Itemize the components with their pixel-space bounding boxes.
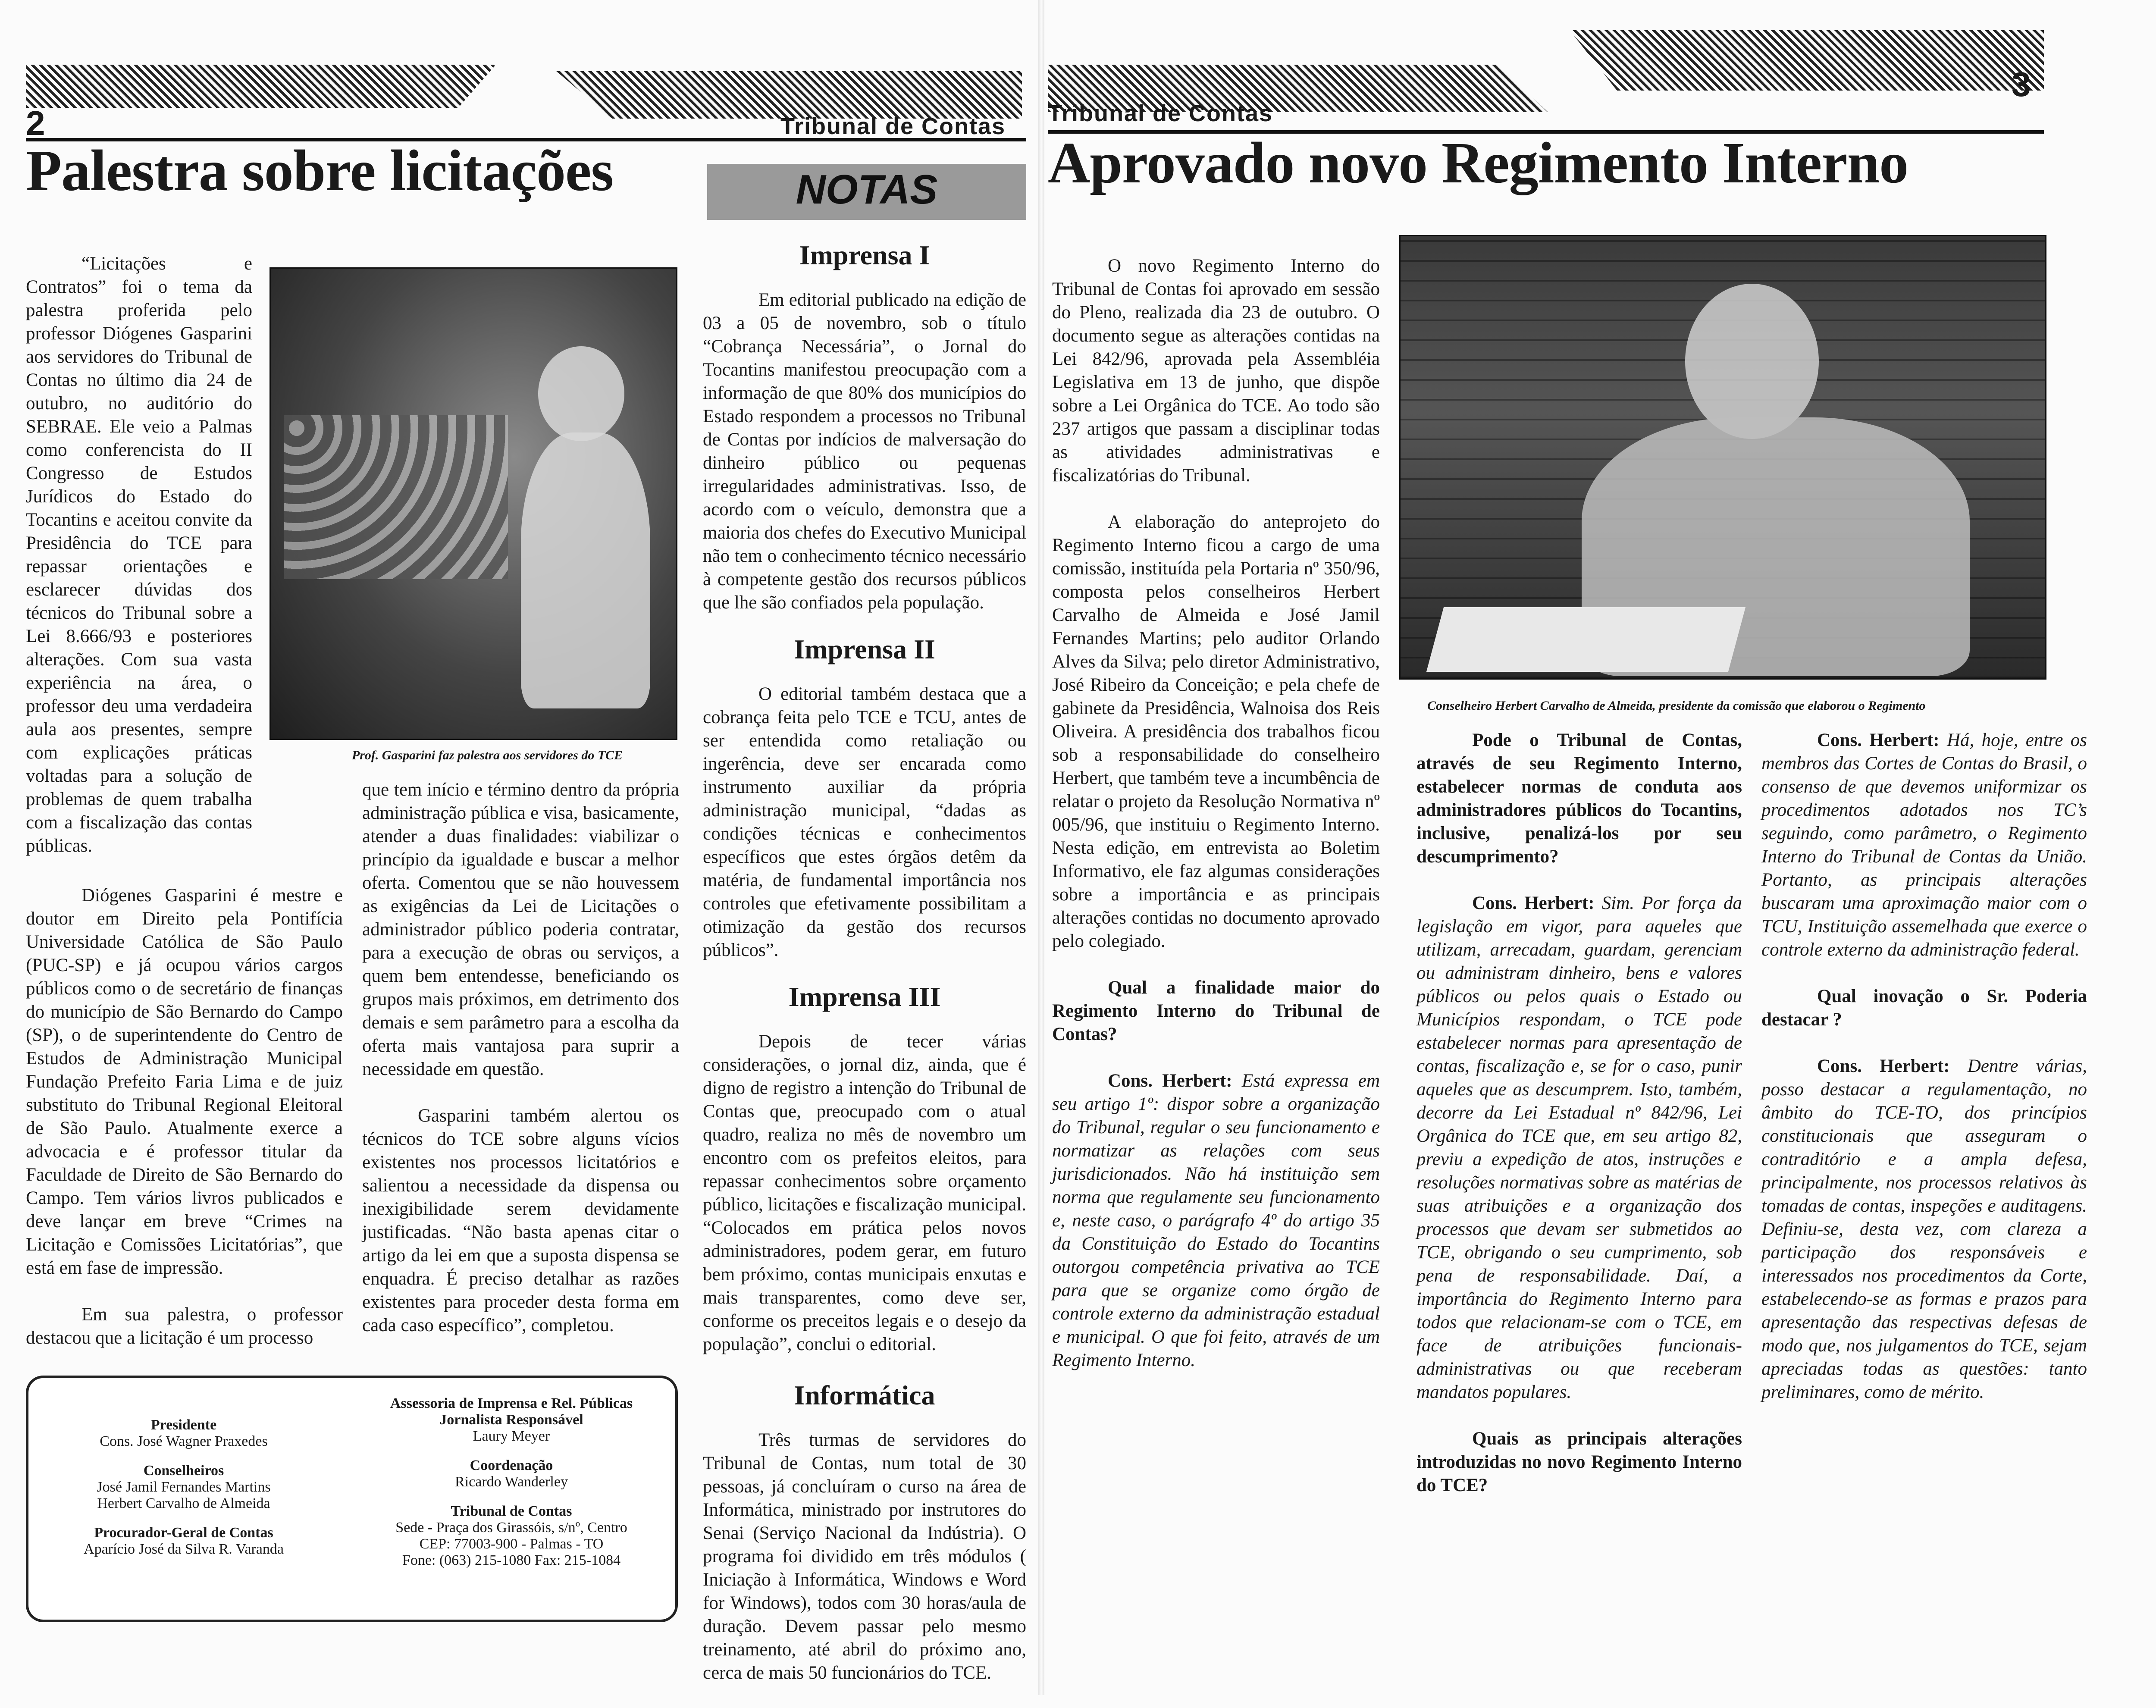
note-body — [703, 683, 1026, 962]
coordenacao-name: Ricardo Wanderley — [455, 1474, 568, 1490]
interview-answer — [1052, 1069, 1380, 1372]
note-text: Depois de tecer várias considerações, o jornal diz, ainda, que é digno de registro a intenção do Tribunal de Contas que, preocupado com o atual quadro, realiza no mês de novembro um encontro com os prefeitos eleitos, para repassar conhecimentos sobre orçamento público, licitações e fiscalização municipal. “Colocados em prática pelos novos administradores, podem gerar, em futuro bem próximo, contas municipais enxutas e mais transparentes, como deve ser, conforme os preceitos legais e o desejo da população”, conclui o editorial. — [703, 1031, 1026, 1354]
note-text: Em editorial publicado na edição de 03 a 05 de novembro, sob o título “Cobrança Necessária”, o Jornal do Tocantins manifestou preocupação com a informação de que 80% dos municípios do Estado respondem a processos no Tribunal de Contas por indícios de malversação do dinheiro público ou pequenas irregularidades administrativas. Isso, de acordo com o veículo, demonstra que a maioria dos chefes do Executivo Municipal não tem o conhecimento técnico necessário à competente gestão dos recursos públicos que lhe são confiados pela população. — [703, 290, 1026, 613]
paragraph: O novo Regimento Interno do Tribunal de Contas foi aprovado em sessão do Pleno, realizada dia 23 de outubro. O documento segue as alterações contidas na Lei 842/96, aprovada pela Assembléia Legislativa em 13 de junho, que dispõe sobre a Lei Orgânica do TCE. Ao todo são 237 artigos que passam a disciplinar todas as atividades administrativas e fiscalizatórias do Tribunal. — [1052, 256, 1380, 486]
paragraph: Diógenes Gasparini é mestre e doutor em Direito pela Pontifícia Universidade Católica de São Paulo (PUC-SP) e já ocupou vários cargos públicos como o de secretário de finanças do município de São Bernardo do Campo (SP), o de superintendente do Centro de Estudos de Administração Municipal Fundação Prefeito Faria Lima e de juiz substituto do Tribunal Regional Eleitoral de São Paulo. Atualmente exerce a advocacia e é professor titular da Faculdade de Direito de São Bernardo do Campo. Tem vários livros publicados e deve lançar em breve “Crimes na Licitação e Comissões Licitatórias”, que está em fase de impressão. — [26, 885, 343, 1278]
photo-caption: Conselheiro Herbert Carvalho de Almeida, presidente da comissão que elaborou o Regimento — [1427, 699, 1926, 713]
presidente-name: Cons. José Wagner Praxedes — [100, 1433, 268, 1449]
speaker-body-shape — [521, 432, 650, 708]
paragraph: A elaboração do anteprojeto do Regimento Interno ficou a cargo de uma comissão, instituída pela Portaria nº 350/96, composta pelos conselheiros Herbert Carvalho de Almeida e José Jamil Fernandes Martins; pelo auditor Orlando Alves da Silva; pelo diretor Administrativo, José Ribeiro da Conceição; e pela chefe de gabinete da Presidência, Walnoisa dos Reis Oliveira. A presidência dos trabalhos ficou sob a responsabilidade do conselheiro Herbert, que também teve a incumbência de relatar o projeto da Resolução Normativa nº 005/96, que instituiu o Regimento Interno. Nesta edição, em entrevista ao Boletim Informativo, ele faz algumas considerações sobre a importância e as principais alterações contidas no documento aprovado pelo colegiado. — [1052, 512, 1380, 951]
conselheiro-name: Herbert Carvalho de Almeida — [97, 1495, 270, 1511]
interview-question: Pode o Tribunal de Contas, através de seu Regimento Interno, estabelecer normas de conduta aos administradores públicos do Tocantins, inclusive, penalizá-los por seu descumprimento? — [1416, 730, 1742, 867]
headline: Palestra sobre licitações — [26, 138, 614, 203]
article-col-2 — [1416, 729, 1742, 1520]
answer-text: Está expressa em seu artigo 1º: dispor sobre a organização do Tribunal, regular o seu funcionamento e normatizar as relações com seus jurisdicionados. Não há instituição sem norma que regulamente seu funcionamento e, neste caso, o parágrafo 4º do artigo 35 da Constituição do Estado do Tocantins outorgou competência privativa ao TCE para que se organize como órgão de controle externo da administração estadual e municipal. O que foi feito, através de um Regimento Interno. — [1052, 1071, 1380, 1370]
interview-answer — [1761, 729, 2087, 962]
jornalista-label: Jornalista Responsável — [439, 1412, 583, 1428]
paragraph: “Licitações e Contratos” foi o tema da palestra proferida pelo professor Diógenes Gasparini aos servidores do Tribunal de Contas no último dia 24 de outubro, no auditório do SEBRAE. Ele veio a Palmas como conferencista do II Congresso de Estudos Jurídicos do Estado do Tocantins e aceitou convite da Presidência do TCE para repassar orientações e esclarecer dúvidas dos técnicos do Tribunal sobre a Lei 8.666/93 e posteriores alterações. Com sua vasta experiência na área, o professor deu uma verdadeira aula aos presentes, sempre com explicações práticas voltadas para a solução de problemas de quem trabalha com a fiscalização das contas públicas. — [26, 254, 252, 856]
presidente-label: Presidente — [150, 1417, 217, 1433]
note-title: Imprensa III — [788, 981, 941, 1012]
expediente-box — [26, 1376, 678, 1622]
jornalista-name: Laury Meyer — [473, 1428, 550, 1444]
paragraph: Gasparini também alertou os técnicos do TCE sobre alguns vícios existentes nos processos licitatórios e salientou a necessidade da dispensa ou inexigibilidade serem devidamente justificadas. “Não basta apenas citar o artigo da lei em que a suposta dispensa se enquadra. É preciso detalhar as razões existentes para proceder desta forma em cada caso específico”, completou. — [362, 1106, 679, 1335]
expediente-left — [54, 1417, 313, 1558]
lecture-photo — [270, 267, 677, 740]
speaker-label: Cons. Herbert: — [1817, 1056, 1950, 1076]
headline: Aprovado novo Regimento Interno — [1048, 131, 1908, 195]
speaker-label: Cons. Herbert: — [1817, 730, 1940, 750]
page-number: 3 — [2012, 65, 2031, 103]
paragraph: que tem início e término dentro da própria administração pública e visa, basicamente, atender a duas finalidades: viabilizar o princípio da igualdade e buscar a melhor oferta. Comentou que se não houvessem as exigências da Lei de Licitações o administrador público poderia contratar, para a execução de obras ou serviços, a quem bem entendesse, beneficiando os grupos mais próximos, em detrimento dos demais e sem parâmetro para a escolha da oferta mais vantajosa para suprir a necessidade em questão. — [362, 780, 679, 1079]
article-col-1 — [26, 252, 252, 881]
answer-text: Dentre várias, posso destacar a regulamentação, no âmbito do TCE-TO, dos princípios constitucionais que asseguram o contraditório e a ampla defesa, principalmente, nos processos relativos às tomadas de contas, inspeções e auditagens. Definiu-se, desta vez, com clareza a participação dos responsáveis e interessados nos procedimentos da Corte, estabelecendo-se as formas e prazos para apresentação das respectivas defesas de modo que, nos julgamentos do TCE, sejam apreciadas todas as questões: tanto preliminares, como de mérito. — [1761, 1056, 2087, 1402]
notas-header: NOTAS — [707, 164, 1026, 220]
photo-caption: Prof. Gasparini faz palestra aos servidores do TCE — [351, 748, 623, 762]
header-bar-right — [556, 71, 1022, 119]
conselheiro-photo — [1399, 235, 2046, 680]
speaker-head-shape — [538, 346, 624, 441]
header-bar-right — [1570, 30, 2044, 91]
papers-shape — [1426, 607, 1745, 672]
tribunal-label: Tribunal de Contas — [451, 1503, 572, 1519]
article-col-1 — [1052, 254, 1380, 1395]
interview-question: Qual inovação o Sr. Poderia destacar ? — [1761, 986, 2087, 1030]
interview-question: Qual a finalidade maior do Regimento Interno do Tribunal de Contas? — [1052, 978, 1380, 1044]
note-text: O editorial também destaca que a cobrança feita pelo TCE e TCU, antes de ser entendida como retaliação ou ingerência, deve ser encarada como instrumento auxiliar da própria administração municipal, “dadas as condições técnicas e conhecimentos específicos que estes órgãos detêm da matéria, de fundamental importância nos controles que efetivamente possibilitam a otimização da gestão dos recursos públicos”. — [703, 684, 1026, 960]
page-fold — [1038, 0, 1044, 1695]
interview-question: Quais as principais alterações introduzidas no novo Regimento Interno do TCE? — [1416, 1429, 1742, 1495]
interview-answer — [1761, 1055, 2087, 1404]
header-bar-left — [26, 65, 496, 108]
procurador-label: Procurador-Geral de Contas — [94, 1525, 273, 1541]
address-line: CEP: 77003-900 - Palmas - TO — [419, 1536, 604, 1552]
note-text: Três turmas de servidores do Tribunal de Contas, num total de 30 pessoas, já concluíram o curso na área de Informática, ministrado por instrutores do Senai (Serviço Nacional da Indústria). O programa foi dividido em três módulos ( Iniciação à Informática, Windows e Word for Windows), todos com 30 horas/aula de duração. Devem passar pelo mesmo treinamento, até abril do próximo ano, cerca de mais 50 funcionários do TCE. — [703, 1430, 1026, 1683]
article-col-1b — [26, 884, 343, 1373]
coordenacao-label: Coordenação — [470, 1457, 553, 1473]
page-number: 2 — [26, 104, 45, 142]
article-col-3 — [1761, 729, 2087, 1427]
speaker-label: Cons. Herbert: — [1108, 1071, 1232, 1091]
interview-answer — [1416, 892, 1742, 1404]
man-head-shape — [1685, 284, 1819, 439]
conselheiro-name: José Jamil Fernandes Martins — [97, 1479, 271, 1495]
address-line: Fone: (063) 215-1080 Fax: 215-1084 — [402, 1552, 621, 1568]
note-title: Imprensa II — [794, 634, 935, 664]
note-body — [703, 1429, 1026, 1685]
address-line: Sede - Praça dos Girassóis, s/nº, Centro — [395, 1520, 627, 1536]
notas-column — [703, 239, 1026, 1708]
speaker-label: Cons. Herbert: — [1472, 893, 1595, 913]
section-tag: Tribunal de Contas — [780, 113, 1006, 139]
procurador-name: Aparício José da Silva R. Varanda — [84, 1541, 284, 1557]
audience-shape — [284, 415, 508, 579]
expediente-right — [365, 1395, 658, 1569]
assessoria-label: Assessoria de Imprensa e Rel. Públicas — [390, 1395, 633, 1411]
conselheiros-label: Conselheiros — [143, 1463, 224, 1479]
answer-text: Sim. Por força da legislação em vigor, para aqueles que utilizam, arrecadam, guardam, gerenciam ou administram dinheiro, bens e valores públicos ou pelos quais o Estado ou Municípios respondam, o TCE pode estabelecer normas para apresentação de contas, fiscalização e, se for o caso, punir aqueles que as descumprem. Isto, também, decorre da Lei Estadual nº 842/96, Lei Orgânica do TCE que, em seu artigo 82, previu a expedição de atos, instruções e resoluções normativas sobre as matérias de suas atribuições e a organização dos processos que devam ser submetidos ao TCE, obrigando o seu cumprimento, sob pena de responsabilidade. Daí, a importância do Regimento Interno para todos que relacionam-se com o TCE, em face de atribuições funcionais-administrativas ou que receberam mandatos populares. — [1416, 893, 1742, 1402]
article-col-2 — [362, 778, 679, 1360]
section-tag: Tribunal de Contas — [1048, 100, 1273, 126]
note-title: Informática — [794, 1380, 935, 1410]
note-body — [703, 288, 1026, 614]
answer-text: Há, hoje, entre os membros das Cortes de Contas do Brasil, o consenso de que devemos uniformizar os procedimentos adotados nos TC’s seguindo, como parâmetro, o Regimento Interno do Tribunal de Contas da União. Portanto, as principais alterações buscaram uma aproximação maior com o TCU, Instituição assemelhada que exerce o controle externo da administração federal. — [1761, 730, 2087, 960]
note-body — [703, 1030, 1026, 1356]
note-title: Imprensa I — [799, 240, 930, 270]
paragraph: Em sua palestra, o professor destacou que a licitação é um processo — [26, 1304, 343, 1348]
